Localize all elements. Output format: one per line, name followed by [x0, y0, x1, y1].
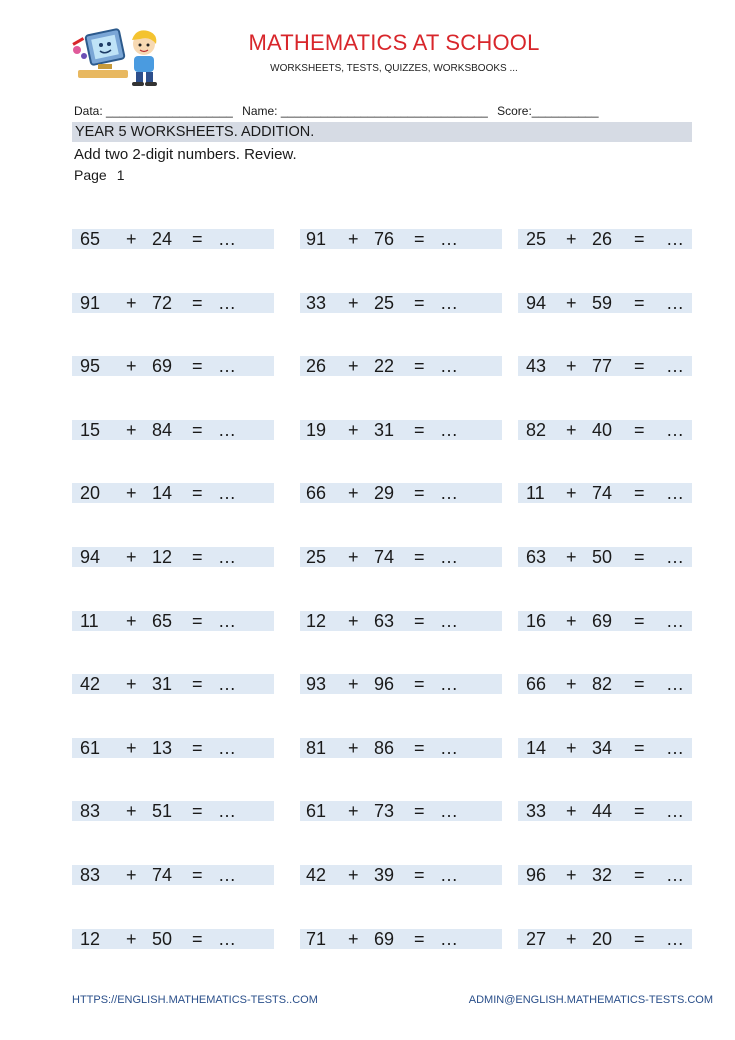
- first-addend: 81: [306, 738, 327, 758]
- first-addend: 33: [526, 801, 547, 821]
- equals-sign: =: [414, 738, 425, 758]
- equals-sign: =: [634, 865, 645, 885]
- plus-sign: +: [126, 483, 137, 503]
- equals-sign: =: [414, 929, 425, 949]
- first-addend: 27: [526, 929, 547, 949]
- addition-problem: [72, 611, 274, 631]
- second-addend: 39: [374, 865, 395, 885]
- addition-problem: [518, 674, 692, 694]
- equals-sign: =: [192, 865, 203, 885]
- answer-blank: …: [218, 547, 236, 567]
- second-addend: 24: [152, 229, 173, 249]
- equals-sign: =: [634, 293, 645, 313]
- page-number: 1: [116, 167, 125, 183]
- first-addend: 25: [306, 547, 327, 567]
- addition-problem: [300, 929, 502, 949]
- first-addend: 82: [526, 420, 547, 440]
- first-addend: 16: [526, 611, 547, 631]
- plus-sign: +: [126, 738, 137, 758]
- addition-problem: [72, 865, 274, 885]
- plus-sign: +: [126, 356, 137, 376]
- addition-problem: [518, 356, 692, 376]
- addition-problem: [518, 229, 692, 249]
- plus-sign: +: [348, 420, 359, 440]
- equals-sign: =: [192, 547, 203, 567]
- equals-sign: =: [634, 356, 645, 376]
- plus-sign: +: [566, 547, 577, 567]
- first-addend: 95: [80, 356, 101, 376]
- plus-sign: +: [348, 801, 359, 821]
- plus-sign: +: [126, 674, 137, 694]
- first-addend: 61: [306, 801, 327, 821]
- second-addend: 51: [152, 801, 173, 821]
- problem-row: [72, 611, 692, 631]
- first-addend: 66: [526, 674, 547, 694]
- problem-row: [72, 229, 692, 249]
- second-addend: 63: [374, 611, 395, 631]
- addition-problem: [518, 865, 692, 885]
- first-addend: 14: [526, 738, 547, 758]
- second-addend: 34: [592, 738, 613, 758]
- worksheet-title-bar: YEAR 5 WORKSHEETS. ADDITION.: [72, 122, 692, 142]
- first-addend: 66: [306, 483, 327, 503]
- answer-blank: …: [218, 420, 236, 440]
- plus-sign: +: [566, 356, 577, 376]
- equals-sign: =: [192, 738, 203, 758]
- answer-blank: …: [666, 356, 684, 376]
- plus-sign: +: [126, 611, 137, 631]
- addition-problem: [72, 420, 274, 440]
- first-addend: 94: [526, 293, 547, 313]
- first-addend: 12: [80, 929, 101, 949]
- first-addend: 96: [526, 865, 547, 885]
- second-addend: 25: [374, 293, 395, 313]
- addition-problem: [300, 229, 502, 249]
- second-addend: 13: [152, 738, 173, 758]
- equals-sign: =: [634, 801, 645, 821]
- addition-problem: [300, 547, 502, 567]
- plus-sign: +: [348, 738, 359, 758]
- second-addend: 50: [592, 547, 613, 567]
- first-addend: 20: [80, 483, 101, 503]
- plus-sign: +: [348, 547, 359, 567]
- site-subtitle: WORKSHEETS, TESTS, QUIZZES, WORKSBOOKS ...: [270, 63, 518, 74]
- equals-sign: =: [414, 293, 425, 313]
- equals-sign: =: [192, 293, 203, 313]
- plus-sign: +: [126, 801, 137, 821]
- plus-sign: +: [126, 420, 137, 440]
- second-addend: 31: [152, 674, 173, 694]
- page-indicator: [74, 167, 125, 183]
- addition-problem: [300, 356, 502, 376]
- second-addend: 59: [592, 293, 613, 313]
- addition-problem: [518, 547, 692, 567]
- equals-sign: =: [414, 674, 425, 694]
- answer-blank: …: [666, 674, 684, 694]
- equals-sign: =: [634, 483, 645, 503]
- second-addend: 26: [592, 229, 613, 249]
- equals-sign: =: [634, 420, 645, 440]
- first-addend: 61: [80, 738, 101, 758]
- answer-blank: …: [440, 801, 458, 821]
- first-addend: 42: [306, 865, 327, 885]
- answer-blank: …: [440, 929, 458, 949]
- first-addend: 71: [306, 929, 327, 949]
- plus-sign: +: [348, 674, 359, 694]
- equals-sign: =: [414, 611, 425, 631]
- footer-email: ADMIN@ENGLISH.MATHEMATICS-TESTS.COM: [468, 994, 713, 1006]
- first-addend: 12: [306, 611, 327, 631]
- second-addend: 84: [152, 420, 173, 440]
- answer-blank: …: [440, 865, 458, 885]
- second-addend: 20: [592, 929, 613, 949]
- first-addend: 11: [80, 611, 99, 631]
- equals-sign: =: [192, 674, 203, 694]
- first-addend: 91: [80, 293, 101, 313]
- problem-row: [72, 293, 692, 313]
- second-addend: 73: [374, 801, 395, 821]
- addition-problem: [518, 738, 692, 758]
- answer-blank: …: [440, 738, 458, 758]
- answer-blank: …: [440, 420, 458, 440]
- first-addend: 43: [526, 356, 547, 376]
- addition-problem: [72, 229, 274, 249]
- answer-blank: …: [218, 929, 236, 949]
- answer-blank: …: [440, 229, 458, 249]
- plus-sign: +: [126, 547, 137, 567]
- plus-sign: +: [348, 293, 359, 313]
- first-addend: 11: [526, 483, 545, 503]
- name-field-label: Name: _______________________________: [242, 104, 488, 118]
- school-logo: [70, 26, 166, 88]
- plus-sign: +: [126, 293, 137, 313]
- equals-sign: =: [192, 229, 203, 249]
- plus-sign: +: [126, 865, 137, 885]
- equals-sign: =: [634, 547, 645, 567]
- second-addend: 44: [592, 801, 613, 821]
- addition-problem: [72, 929, 274, 949]
- addition-problem: [518, 611, 692, 631]
- first-addend: 65: [80, 229, 101, 249]
- second-addend: 69: [374, 929, 395, 949]
- answer-blank: …: [218, 483, 236, 503]
- score-field-label: Score:__________: [497, 104, 599, 118]
- addition-problem: [300, 483, 502, 503]
- plus-sign: +: [126, 229, 137, 249]
- answer-blank: …: [440, 293, 458, 313]
- data-field-label: Data: ___________________: [74, 104, 233, 118]
- site-title: MATHEMATICS AT SCHOOL: [248, 30, 540, 55]
- first-addend: 33: [306, 293, 327, 313]
- answer-blank: …: [666, 293, 684, 313]
- equals-sign: =: [634, 929, 645, 949]
- addition-problem: [72, 801, 274, 821]
- plus-sign: +: [566, 801, 577, 821]
- plus-sign: +: [566, 229, 577, 249]
- equals-sign: =: [634, 611, 645, 631]
- plus-sign: +: [348, 483, 359, 503]
- problem-row: [72, 420, 692, 440]
- second-addend: 86: [374, 738, 395, 758]
- footer-website: HTTPS://ENGLISH.MATHEMATICS-TESTS..COM: [72, 994, 318, 1006]
- addition-problem: [518, 293, 692, 313]
- first-addend: 26: [306, 356, 327, 376]
- plus-sign: +: [126, 929, 137, 949]
- addition-problem: [72, 483, 274, 503]
- answer-blank: …: [218, 738, 236, 758]
- first-addend: 91: [306, 229, 327, 249]
- plus-sign: +: [348, 865, 359, 885]
- plus-sign: +: [348, 929, 359, 949]
- problem-row: [72, 929, 692, 949]
- answer-blank: …: [666, 483, 684, 503]
- second-addend: 14: [152, 483, 173, 503]
- addition-problem: [518, 420, 692, 440]
- addition-problem: [72, 356, 274, 376]
- problem-row: [72, 674, 692, 694]
- first-addend: 63: [526, 547, 547, 567]
- plus-sign: +: [566, 420, 577, 440]
- first-addend: 83: [80, 801, 101, 821]
- first-addend: 94: [80, 547, 101, 567]
- second-addend: 74: [152, 865, 173, 885]
- addition-problem: [300, 674, 502, 694]
- addition-problem: [518, 801, 692, 821]
- equals-sign: =: [414, 229, 425, 249]
- first-addend: 15: [80, 420, 101, 440]
- plus-sign: +: [348, 229, 359, 249]
- addition-problem: [72, 674, 274, 694]
- equals-sign: =: [414, 356, 425, 376]
- addition-problem: [300, 420, 502, 440]
- second-addend: 32: [592, 865, 613, 885]
- answer-blank: …: [218, 801, 236, 821]
- problem-row: [72, 356, 692, 376]
- first-addend: 83: [80, 865, 101, 885]
- answer-blank: …: [440, 356, 458, 376]
- equals-sign: =: [192, 356, 203, 376]
- second-addend: 31: [374, 420, 395, 440]
- first-addend: 19: [306, 420, 327, 440]
- second-addend: 74: [374, 547, 395, 567]
- addition-problem: [300, 611, 502, 631]
- second-addend: 77: [592, 356, 613, 376]
- addition-problem: [518, 929, 692, 949]
- problem-row: [72, 738, 692, 758]
- answer-blank: …: [666, 801, 684, 821]
- first-addend: 42: [80, 674, 101, 694]
- equals-sign: =: [192, 801, 203, 821]
- second-addend: 69: [592, 611, 613, 631]
- plus-sign: +: [566, 674, 577, 694]
- plus-sign: +: [566, 738, 577, 758]
- answer-blank: …: [218, 293, 236, 313]
- second-addend: 50: [152, 929, 173, 949]
- answer-blank: …: [666, 420, 684, 440]
- first-addend: 93: [306, 674, 327, 694]
- equals-sign: =: [192, 420, 203, 440]
- second-addend: 22: [374, 356, 395, 376]
- addition-problem: [72, 738, 274, 758]
- answer-blank: …: [218, 356, 236, 376]
- second-addend: 82: [592, 674, 613, 694]
- second-addend: 29: [374, 483, 395, 503]
- answer-blank: …: [440, 547, 458, 567]
- answer-blank: …: [218, 865, 236, 885]
- second-addend: 65: [152, 611, 173, 631]
- equals-sign: =: [414, 483, 425, 503]
- answer-blank: …: [666, 547, 684, 567]
- problem-row: [72, 801, 692, 821]
- equals-sign: =: [414, 865, 425, 885]
- plus-sign: +: [566, 483, 577, 503]
- plus-sign: +: [348, 356, 359, 376]
- answer-blank: …: [666, 611, 684, 631]
- problem-row: [72, 547, 692, 567]
- addition-problem: [72, 293, 274, 313]
- plus-sign: +: [348, 611, 359, 631]
- addition-problem: [300, 801, 502, 821]
- answer-blank: …: [666, 229, 684, 249]
- answer-blank: …: [440, 674, 458, 694]
- second-addend: 76: [374, 229, 395, 249]
- equals-sign: =: [414, 547, 425, 567]
- answer-blank: …: [666, 865, 684, 885]
- plus-sign: +: [566, 929, 577, 949]
- second-addend: 72: [152, 293, 173, 313]
- equals-sign: =: [192, 611, 203, 631]
- page-label: Page: [74, 167, 107, 183]
- instruction-text: Add two 2-digit numbers. Review.: [74, 146, 297, 163]
- equals-sign: =: [634, 738, 645, 758]
- answer-blank: …: [666, 738, 684, 758]
- answer-blank: …: [218, 611, 236, 631]
- answer-blank: …: [440, 611, 458, 631]
- second-addend: 74: [592, 483, 613, 503]
- equals-sign: =: [634, 674, 645, 694]
- problem-row: [72, 483, 692, 503]
- addition-problem: [72, 547, 274, 567]
- plus-sign: +: [566, 293, 577, 313]
- equals-sign: =: [414, 420, 425, 440]
- addition-problem: [300, 865, 502, 885]
- plus-sign: +: [566, 611, 577, 631]
- addition-problem: [518, 483, 692, 503]
- second-addend: 12: [152, 547, 173, 567]
- equals-sign: =: [414, 801, 425, 821]
- answer-blank: …: [666, 929, 684, 949]
- second-addend: 40: [592, 420, 613, 440]
- student-info-line: [74, 104, 605, 118]
- second-addend: 96: [374, 674, 395, 694]
- equals-sign: =: [192, 929, 203, 949]
- second-addend: 69: [152, 356, 173, 376]
- answer-blank: …: [440, 483, 458, 503]
- plus-sign: +: [566, 865, 577, 885]
- equals-sign: =: [634, 229, 645, 249]
- equals-sign: =: [192, 483, 203, 503]
- problem-row: [72, 865, 692, 885]
- addition-problem: [300, 293, 502, 313]
- answer-blank: …: [218, 674, 236, 694]
- addition-problem: [300, 738, 502, 758]
- first-addend: 25: [526, 229, 547, 249]
- answer-blank: …: [218, 229, 236, 249]
